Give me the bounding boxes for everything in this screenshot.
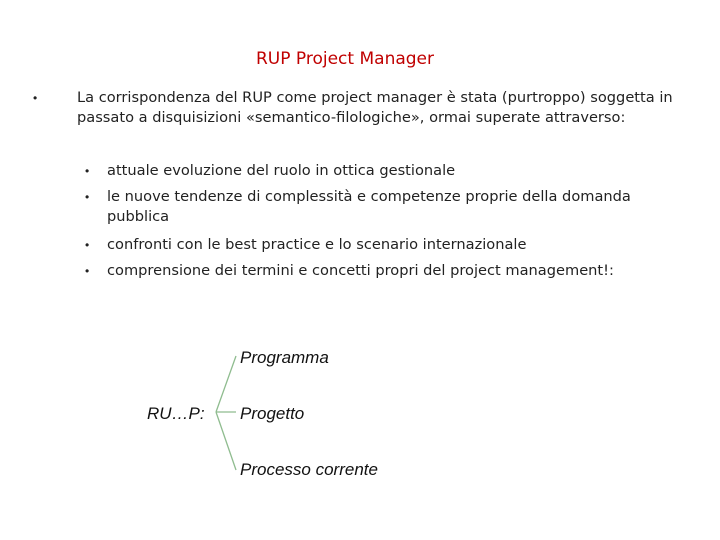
sub-bullet-marker: • <box>85 264 90 278</box>
diagram-root-label: RU…P: <box>147 404 205 423</box>
slide-title: RUP Project Manager <box>256 49 434 69</box>
sub-bullet-text: confronti con le best practice e lo scenario internazionale <box>107 236 527 253</box>
sub-bullet-marker: • <box>85 190 90 204</box>
diagram-branch-label: Processo corrente <box>240 460 378 479</box>
bracket-branch-bottom <box>216 412 236 470</box>
main-bullet-text: La corrispondenza del RUP come project manager è stata (purtroppo) soggetta in passato a disquisizioni «semantico-filologiche», ormai superate attraverso: <box>77 89 673 126</box>
sub-bullet-marker: • <box>85 238 90 252</box>
sub-bullet-marker: • <box>85 164 90 178</box>
bracket-branch-top <box>216 356 236 412</box>
main-bullet-marker: • <box>33 91 38 105</box>
diagram-branch-label: Programma <box>240 348 329 367</box>
sub-bullet-text: le nuove tendenze di complessità e competenze proprie della domanda pubblica <box>107 188 631 225</box>
diagram-bracket <box>210 352 242 474</box>
sub-bullet-text: comprensione dei termini e concetti propri del project management!: <box>107 262 614 279</box>
diagram-branch-label: Progetto <box>240 404 305 423</box>
sub-bullet-text: attuale evoluzione del ruolo in ottica gestionale <box>107 162 456 179</box>
